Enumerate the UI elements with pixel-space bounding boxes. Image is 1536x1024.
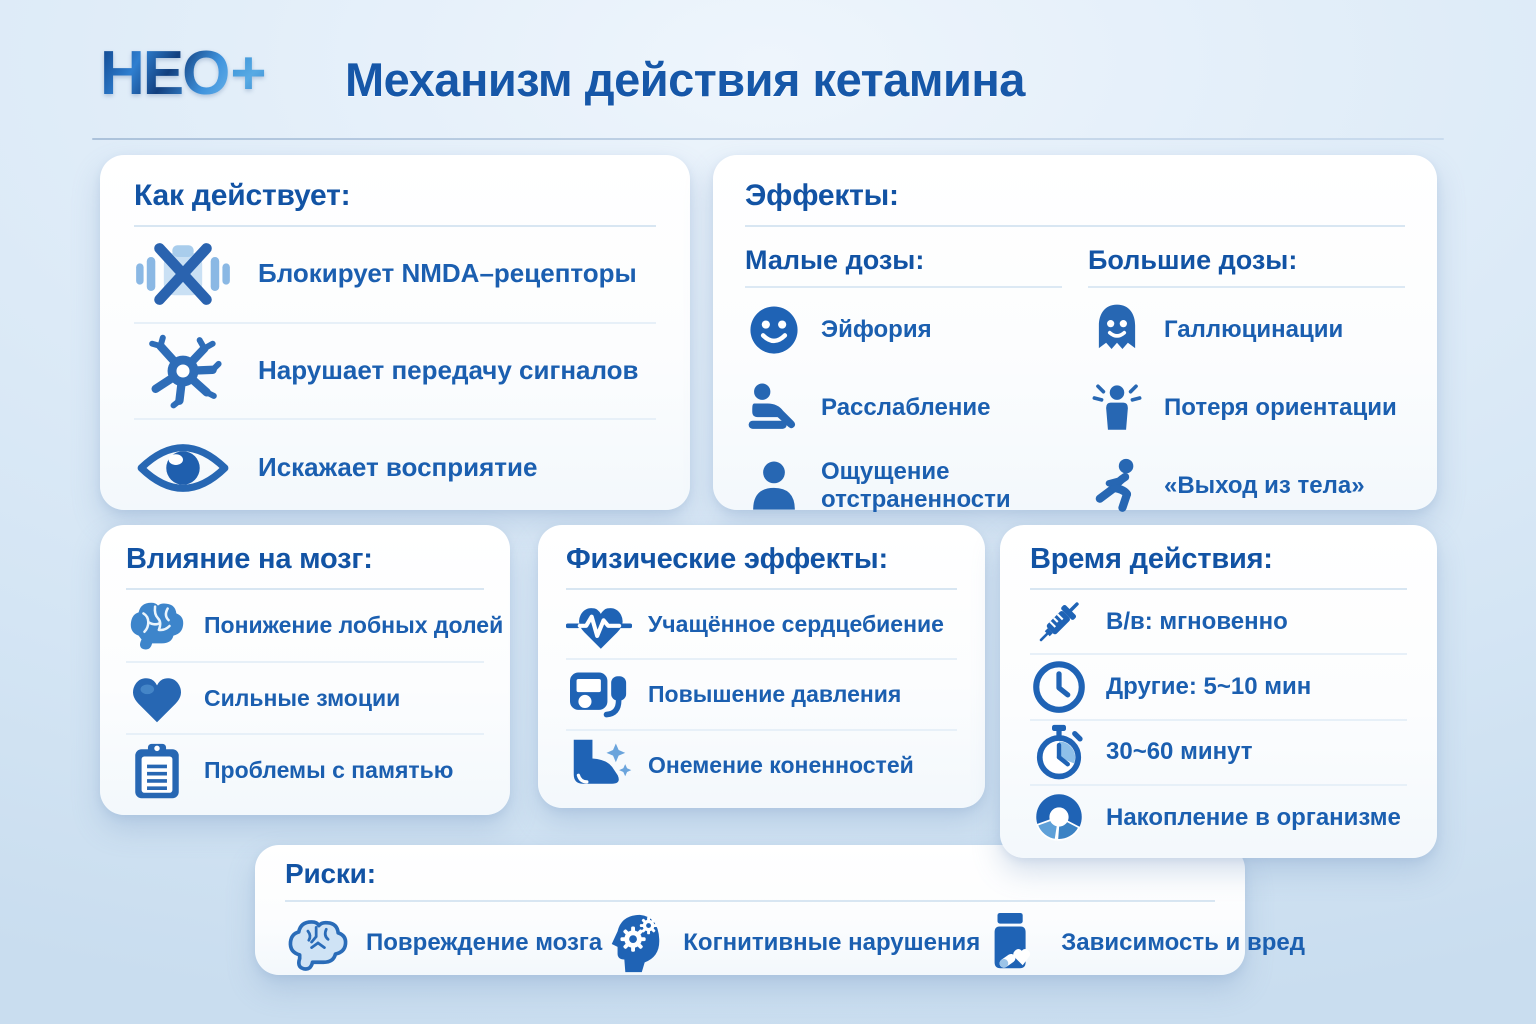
item-label: В/в: мгновенно (1106, 607, 1288, 635)
person-bust-icon (745, 457, 803, 515)
list-item (285, 912, 602, 974)
list-item (1030, 719, 1407, 784)
list-item (1030, 590, 1407, 653)
list-item (134, 322, 656, 419)
heart-icon (126, 669, 188, 727)
effects-columns (745, 245, 1405, 522)
small-doses-title: Малые дозы: (745, 245, 1062, 288)
item-label: Сильные змоции (204, 684, 401, 711)
numb-foot-icon (566, 736, 632, 794)
list-item (1030, 653, 1407, 718)
list-item (1088, 450, 1405, 522)
column-small-doses (745, 245, 1062, 522)
list-item (126, 733, 484, 806)
logo-text: НЕО (100, 39, 229, 108)
syringe-icon (1030, 594, 1088, 650)
disoriented-person-icon (1088, 379, 1146, 437)
card-brain-rows (126, 590, 504, 806)
list-item (126, 661, 484, 734)
cognitive-gears-icon (602, 912, 668, 974)
card-how-rows (134, 227, 656, 515)
heartbeat-icon (566, 595, 632, 653)
logo (100, 38, 265, 109)
item-label: Искажает восприятие (258, 451, 538, 482)
item-label: Расслабление (821, 394, 991, 422)
item-label: Потеря ориентации (1164, 394, 1397, 422)
list-item (1030, 784, 1407, 849)
list-item (602, 912, 980, 974)
card-how-title: Как действует: (134, 179, 656, 227)
eye-icon (134, 430, 232, 506)
list-item (745, 294, 1062, 366)
item-label: Онемение коненностей (648, 751, 914, 778)
list-item (134, 418, 656, 515)
card-time-of-action (1000, 525, 1437, 858)
card-effects-title: Эффекты: (745, 179, 1405, 227)
list-item (566, 658, 957, 728)
logo-plus-icon: + (230, 39, 265, 108)
list-item (566, 590, 957, 658)
item-label: Накопление в организме (1106, 803, 1401, 831)
card-effects (713, 155, 1437, 513)
list-item (745, 372, 1062, 444)
item-label: Другие: 5~10 мин (1106, 673, 1312, 701)
item-label: Зависимость и вред (1061, 929, 1305, 957)
card-brain-influence (100, 525, 510, 815)
card-how-it-works (100, 155, 690, 510)
floating-person-icon (1088, 457, 1146, 515)
nmda-receptor-blocked-icon (134, 236, 232, 312)
risk-groups (285, 902, 1305, 984)
list-item (126, 590, 504, 661)
large-doses-title: Большие дозы: (1088, 245, 1405, 288)
item-label: Нарушает передачу сигналов (258, 355, 639, 386)
item-label: Когнитивные нарушения (683, 929, 981, 957)
damaged-brain-icon (285, 912, 351, 974)
item-label: «Выход из тела» (1164, 472, 1365, 500)
list-item (980, 912, 1305, 974)
list-item (134, 227, 656, 322)
brain-icon (126, 596, 188, 654)
card-physical-effects (538, 525, 985, 808)
list-item (745, 450, 1062, 522)
item-label: Повышение давления (648, 681, 902, 708)
pill-bottle-icon (980, 912, 1046, 974)
item-label: Учащённое сердцебиение (648, 610, 944, 637)
card-brain-title: Влияние на мозг: (126, 543, 484, 590)
item-label: Галлюцинации (1164, 316, 1344, 344)
card-risks-title: Риски: (285, 858, 1215, 902)
item-label: Эйфория (821, 316, 932, 344)
list-item (1088, 294, 1405, 366)
clipboard-icon (126, 742, 188, 800)
item-label: Понижение лобных долей (204, 612, 504, 639)
item-label: Проблемы с памятью (204, 757, 454, 784)
item-label: Блокирует NMDA–рецепторы (258, 258, 637, 289)
card-risks (255, 845, 1305, 975)
clock-icon (1030, 659, 1088, 715)
smiley-face-icon (745, 301, 803, 359)
item-label: Повреждение мозга (366, 929, 603, 957)
neuron-icon (134, 333, 232, 409)
list-item (1088, 372, 1405, 444)
list-item (566, 729, 957, 799)
card-time-title: Время действия: (1030, 543, 1407, 590)
card-time-rows (1030, 590, 1407, 849)
page-title: Механизм действия кетамина (345, 53, 1025, 106)
card-physical-title: Физические эффекты: (566, 543, 957, 590)
item-label: 30~60 минут (1106, 738, 1253, 766)
relaxing-person-icon (745, 379, 803, 437)
header-divider (92, 138, 1444, 140)
item-label: Ощущение отстраненности (821, 458, 1011, 513)
stopwatch-icon (1030, 724, 1088, 780)
column-large-doses (1088, 245, 1405, 522)
card-physical-rows (566, 590, 957, 799)
ghost-icon (1088, 301, 1146, 359)
blood-pressure-icon (566, 665, 632, 723)
donut-chart-icon (1030, 789, 1088, 845)
